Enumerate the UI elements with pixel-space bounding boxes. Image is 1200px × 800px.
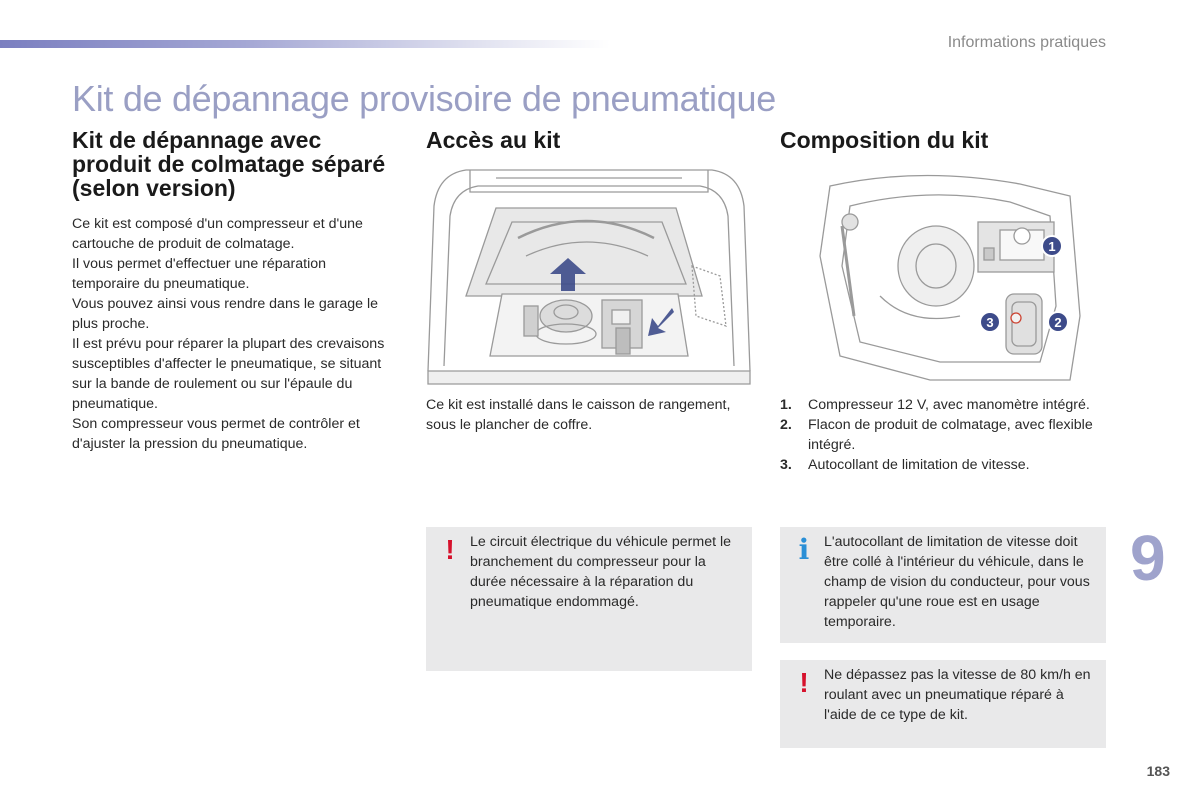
header-accent-bar (0, 40, 610, 48)
list-item-text: Compresseur 12 V, avec manomètre intégré. (808, 397, 1090, 413)
list-item (780, 415, 1106, 455)
list-item-text: Autocollant de limitation de vitesse. (808, 457, 1030, 473)
paragraph: Il vous permet d'effectuer une réparation temporaire du pneumatique. (72, 256, 327, 292)
list-item-text: Flacon de produit de colmatage, avec flexible intégré. (808, 417, 1093, 453)
callout-label-3: 3 (986, 315, 994, 330)
paragraph: Vous pouvez ainsi vous rendre dans le garage le plus proche. (72, 296, 379, 332)
column-kit-composition (780, 128, 1106, 152)
chapter-number: 9 (1130, 522, 1166, 594)
composition-heading: Composition du kit (780, 127, 989, 153)
speed-warning-note (780, 660, 1106, 748)
paragraph: Il est prévu pour réparer la plupart des crevaisons susceptibles d'affecter le pneumatique, se situant sur la bande de roulement ou sur l'épaule du pneumatique. (72, 336, 385, 412)
column-kit-access (426, 128, 752, 152)
warning-icon: ! (445, 534, 455, 565)
kit-description (72, 214, 397, 454)
list-item (780, 455, 1106, 475)
info-icon: i (798, 533, 810, 566)
callout-label-1: 1 (1048, 239, 1056, 254)
page-title: Kit de dépannage provisoire de pneumatique (72, 78, 776, 119)
sticker-info-note (780, 527, 1106, 643)
trunk-illustration (426, 166, 752, 386)
composition-list (780, 395, 1106, 475)
list-item (780, 395, 1106, 415)
kit-composition-illustration (780, 166, 1106, 386)
list-item-number: 3. (780, 457, 792, 473)
speed-warning-text: Ne dépassez pas la vitesse de 80 km/h en roulant avec un pneumatique réparé à l'aide de ce type de kit. (824, 667, 1091, 723)
list-item-number: 2. (780, 417, 792, 433)
paragraph: Son compresseur vous permet de contrôler et d'ajuster la pression du pneumatique. (72, 416, 360, 452)
warning-icon: ! (799, 667, 809, 698)
install-caption: Ce kit est installé dans le caisson de rangement, sous le plancher de coffre. (426, 397, 731, 433)
access-heading: Accès au kit (426, 127, 561, 153)
list-item-number: 1. (780, 397, 792, 413)
callout-label-2: 2 (1054, 315, 1062, 330)
sticker-info-text: L'autocollant de limitation de vitesse doit être collé à l'intérieur du véhicule, dans le champ de vision du conducteur, pour vous rappeler qu'une roue est en usage temporaire. (824, 534, 1090, 630)
electrical-warning-note (426, 527, 752, 671)
kit-heading: Kit de dépannage avec produit de colmatage séparé (selon version) (72, 127, 386, 201)
page-number: 183 (1146, 763, 1170, 779)
paragraph: Ce kit est composé d'un compresseur et d'une cartouche de produit de colmatage. (72, 216, 363, 252)
section-header: Informations pratiques (947, 34, 1106, 51)
electrical-warning-text: Le circuit électrique du véhicule permet le branchement du compresseur pour la durée nécessaire à la réparation du pneumatique endommagé. (470, 534, 732, 610)
column-kit-description (72, 128, 397, 454)
